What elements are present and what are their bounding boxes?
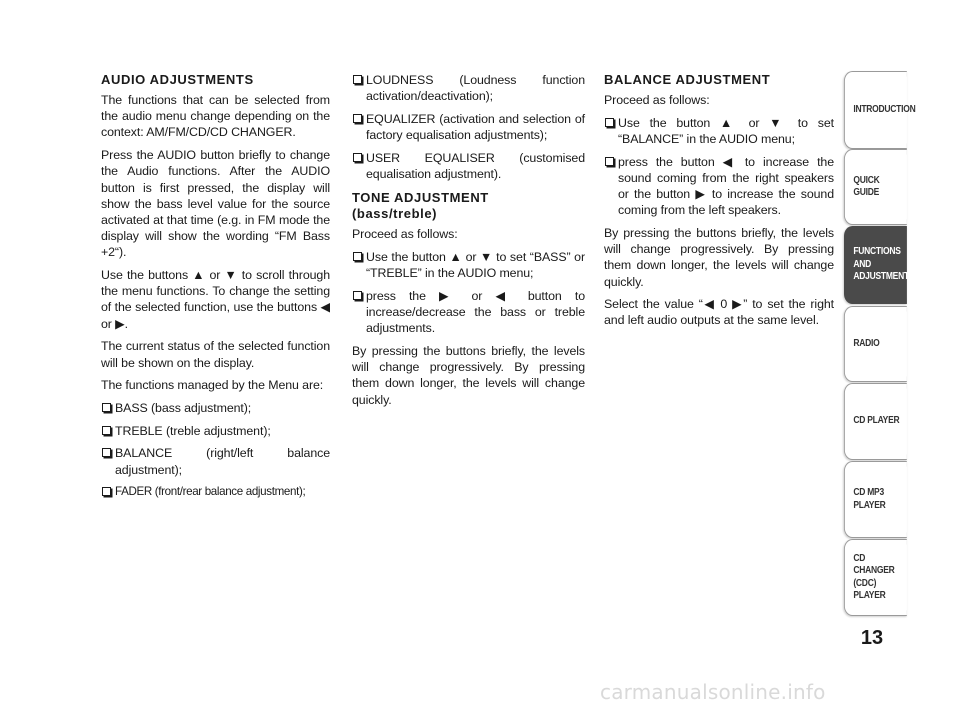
tab-label: INTRODUCTION <box>853 103 916 115</box>
paragraph: Proceed as follows: <box>604 93 710 107</box>
list-item: press the ▶ or ◀ button to increase/decrease the bass or treble adjustments. <box>352 288 585 337</box>
list-item: Use the button ▲ or ▼ to set “BALANCE” in the AUDIO menu; <box>604 115 834 147</box>
paragraph: Select the value “◀ 0 ▶” to set the right and left audio outputs at the same level. <box>604 297 834 328</box>
paragraph: The current status of the selected function will be shown on the display. <box>101 339 330 370</box>
function-list <box>101 400 330 501</box>
tab-cd-mp3-player[interactable] <box>844 461 907 538</box>
tab-label: QUICK GUIDE <box>853 174 880 198</box>
paragraph: By pressing the buttons briefly, the levels will change progressively. By pressing them down longer, the levels will change quickly. <box>352 343 585 407</box>
list-item: press the button ◀ to increase the sound coming from the right speakers or the button ▶ to increase the sound coming from the left speakers. <box>604 154 834 219</box>
tab-label: CD CHANGER (CDC) PLAYER <box>853 552 895 601</box>
function-list-continued <box>352 72 585 182</box>
paragraph: The functions that can be selected from the audio menu change depending on the context: AM/FM/CD/CD CHANGER. <box>101 93 330 140</box>
tab-label: FUNCTIONS AND ADJUSTMENTS <box>853 246 915 283</box>
column-right <box>604 72 834 335</box>
tab-label: CD MP3 PLAYER <box>853 487 886 511</box>
section-title-balance-adjustment: BALANCE ADJUSTMENT <box>604 72 771 87</box>
watermark: carmanualsonline.info <box>600 680 826 704</box>
tab-functions-and-adjustments[interactable] <box>844 226 915 304</box>
tab-introduction[interactable] <box>844 71 916 149</box>
paragraph: Use the buttons ▲ or ▼ to scroll through the menu functions. To change the setting of the selected function, use the buttons ◀ or ▶. <box>101 268 330 331</box>
section-title-tone-adjustment <box>352 190 585 222</box>
list-item: BASS (bass adjustment); <box>101 400 330 416</box>
page-number: 13 <box>860 627 884 649</box>
step-list <box>352 249 585 337</box>
list-item: EQUALIZER (activation and selection of factory equalisation adjustments); <box>352 111 585 143</box>
paragraph: Press the AUDIO button briefly to change the Audio functions. After the AUDIO button is first pressed, the display will show the bass level value for the source activated at that time (e.g. in FM mode the display will show the wording “FM Bass +2“). <box>101 148 330 260</box>
list-item: TREBLE (treble adjustment); <box>101 423 330 439</box>
tab-cd-changer-player[interactable] <box>844 539 907 616</box>
tab-radio[interactable] <box>844 306 907 382</box>
tab-cd-player[interactable] <box>844 383 907 460</box>
list-item: BALANCE (right/left balance adjustment); <box>101 445 330 477</box>
tone-title: TONE ADJUSTMENT <box>352 190 489 206</box>
paragraph: By pressing the buttons briefly, the levels will change progressively. By pressing them down longer, the levels will change quickly. <box>604 225 834 289</box>
tone-subtitle: (bass/treble) <box>352 206 438 222</box>
list-item: Use the button ▲ or ▼ to set “BASS” or “TREBLE” in the AUDIO menu; <box>352 249 585 281</box>
section-title-audio-adjustments: AUDIO ADJUSTMENTS <box>101 72 254 87</box>
list-item: FADER (front/rear balance adjustment); <box>101 484 330 500</box>
paragraph: Proceed as follows: <box>352 227 458 242</box>
tab-label: CD PLAYER <box>853 415 900 427</box>
column-left <box>101 72 330 507</box>
tab-quick-guide[interactable] <box>844 149 907 225</box>
column-middle <box>352 72 585 414</box>
paragraph: The functions managed by the Menu are: <box>101 378 324 393</box>
list-item: USER EQUALISER (customised equalisation adjustment). <box>352 150 585 182</box>
list-item: LOUDNESS (Loudness function activation/deactivation); <box>352 72 585 104</box>
tab-label: RADIO <box>853 337 880 349</box>
step-list <box>604 115 834 219</box>
